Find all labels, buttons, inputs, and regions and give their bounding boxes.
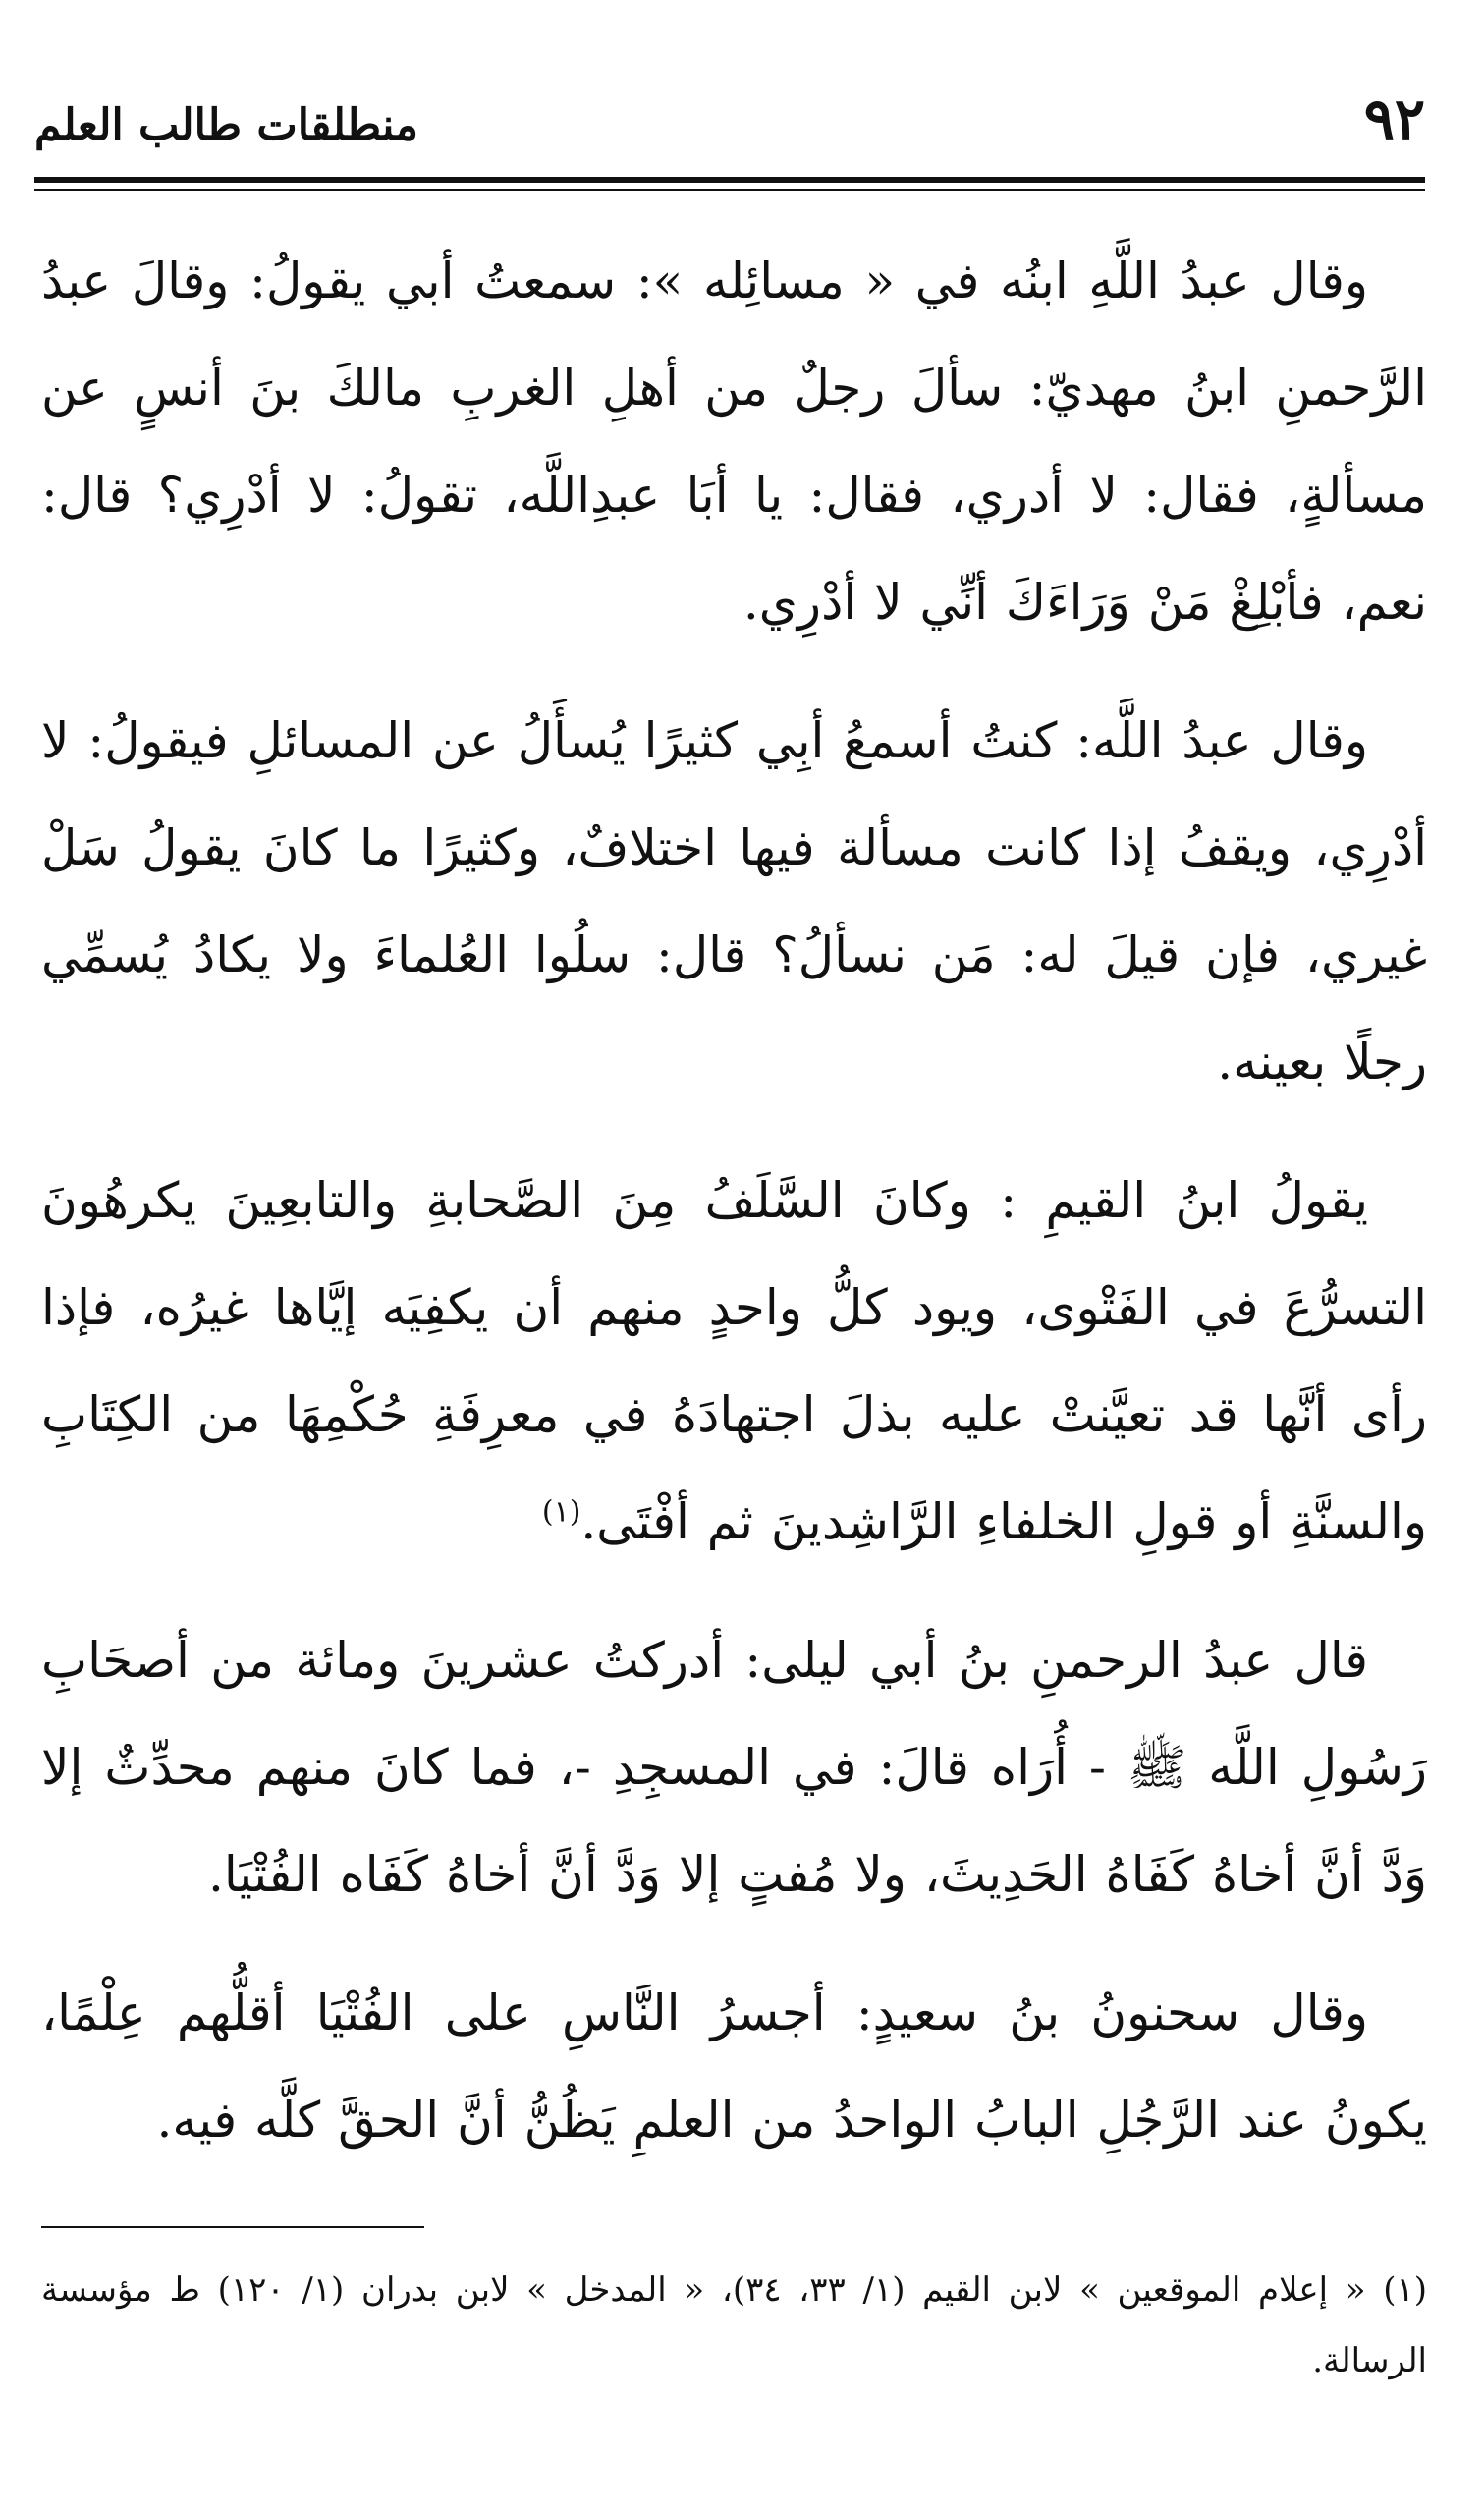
- footnote-reference: (١): [541, 1494, 581, 1530]
- paragraph-5: وقال سحنونُ بنُ سعيدٍ: أجسرُ النَّاسِ على الفُتْيَا أقلُّهم عِلْمًا، يكونُ عند الرَّجُلِ البابُ الواحدُ من العلمِ يَظُنُّ أنَّ الحقَّ كلَّه فيه.: [41, 1985, 1427, 2149]
- header-rule-thin: [34, 189, 1425, 191]
- paragraph-3-text: يقولُ ابنُ القيمِ : وكانَ السَّلَفُ مِنَ الصَّحابةِ والتابعِينَ يكرهُونَ التسرُّعَ في الفَتْوى، ويود كلُّ واحدٍ منهم أن يكفِيَه إيَّاها غيرُه، فإذا رأى أنَّها قد تعيَّنتْ عليه بذلَ اجتهادَهُ في معرِفَةِ حُكْمِهَا من الكِتَابِ والسنَّةِ أو قولِ الخلفاءِ الرَّاشِدينَ ثم أفْتَى.: [41, 1172, 1427, 1550]
- paragraph-2: وقال عبدُ اللَّه: كنتُ أسمعُ أبِي كثيرًا يُسأَلُ عن المسائلِ فيقولُ: لا أدْرِي، ويقفُ إذا كانت مسألة فيها اختلافٌ، وكثيرًا ما كانَ يقولُ سَلْ غيري، فإن قيلَ له: مَن نسألُ؟ قال: سلُوا العُلماءَ ولا يكادُ يُسمِّي رجلًا بعينه.: [41, 712, 1427, 1090]
- page-number: ٩٢: [1363, 85, 1425, 152]
- header-rule-thick: [34, 177, 1425, 183]
- running-title: منطلقات طالب العلم: [34, 100, 418, 150]
- main-text: [41, 228, 1427, 2206]
- paragraph-4: قال عبدُ الرحمنِ بنُ أبي ليلى: أدركتُ عشرينَ ومائة من أصحَابِ رَسُولِ اللَّه ﷺ - أُرَاه قالَ: في المسجِدِ -، فما كانَ منهم محدِّثٌ إلا وَدَّ أنَّ أخاهُ كَفَاهُ الحَدِيثَ، ولا مُفتٍ إلا وَدَّ أنَّ أخاهُ كَفَاه الفُتْيَا.: [41, 1632, 1427, 1903]
- page-header: [34, 79, 1425, 167]
- footnote: (١) « إعلام الموقعين » لابن القيم (١/ ٣٣، ٣٤)، « المدخل » لابن بدران (١/ ١٢٠) ط مؤسسة الرسالة.: [41, 2270, 1428, 2380]
- paragraph-1: وقال عبدُ اللَّهِ ابنُه في « مسائِله »: سمعتُ أبي يقولُ: وقالَ عبدُ الرَّحمنِ ابنُ مهديّ: سألَ رجلٌ من أهلِ الغربِ مالكَ بنَ أنسٍ عن مسألةٍ، فقال: لا أدري، فقال: يا أبَا عبدِاللَّه، تقولُ: لا أدْرِي؟ قال: نعم، فأبْلِغْ مَنْ وَرَاءَكَ أنِّي لا أدْرِي.: [41, 252, 1427, 631]
- footnote-separator: [41, 2226, 424, 2228]
- paragraph-3: [41, 1147, 1427, 1576]
